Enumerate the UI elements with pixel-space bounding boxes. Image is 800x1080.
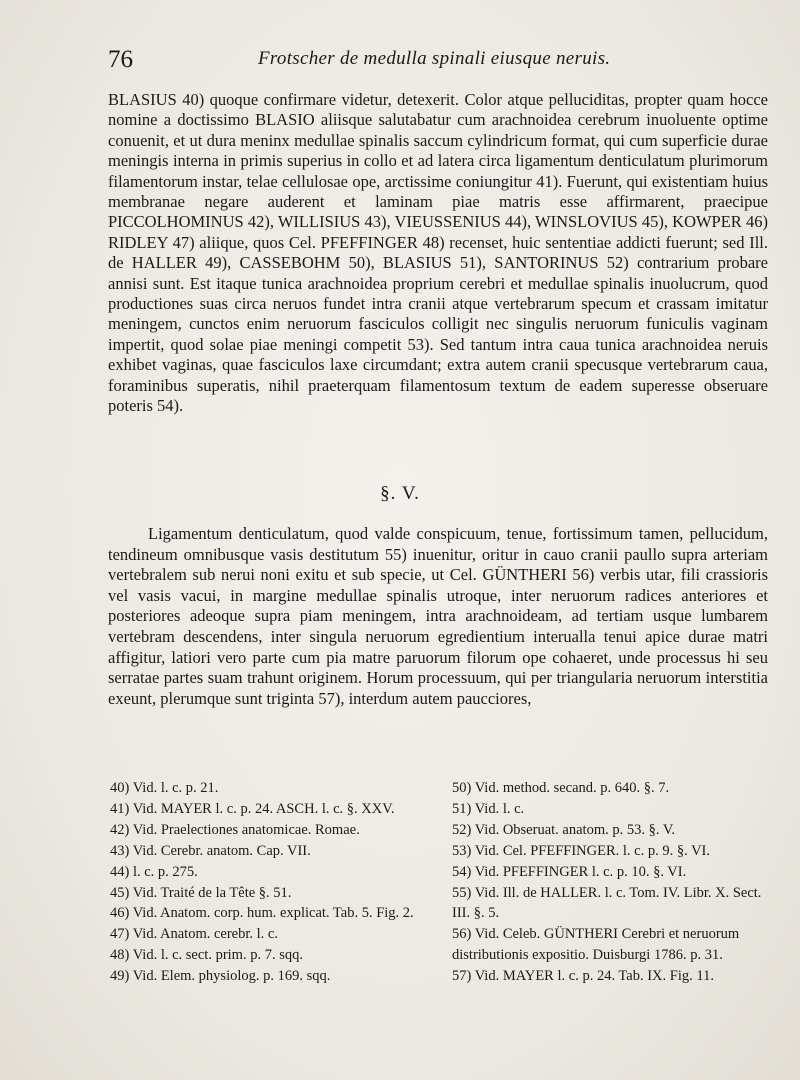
page-number: 76	[108, 46, 133, 73]
footnote: 47) Vid. Anatom. cerebr. l. c.	[110, 926, 278, 943]
footnote: 53) Vid. Cel. PFEFFINGER. l. c. p. 9. §. VI.	[452, 842, 710, 859]
paragraph-1: BLASIUS 40) quoque confirmare videtur, detexerit. Color atque pelluciditas, propter quam hocce nomine a doctissimo BLASIO aliisque salutabatur cum arachnoidea cerebrum inuoluente optime conuenit, et ut dura meninx medullae spinalis saccum cylindricum format, qui cum superficie durae meningis interna in primis superius in collo et ad latera circa ligamentum denticulatum plurimorum filamentorum instar, telae cellulosae ope, arctissime coniungitur 41). Fuerunt, qui existentiam huius membranae negare auderent et laminam piae matris esse affirmarent, praecipue PICCOLHOMINUS 42), WILLISIUS 43), VIEUSSENIUS 44), WINSLOVIUS 45), KOWPER 46) RIDLEY 47) aliique, quos Cel. PFEFFINGER 48) recenset, huic sententiae addicti fuerunt; sed Ill. de HALLER 49), CASSEBOHM 50), BLASIUS 51), SANTORINUS 52) contrarium probare annisi sunt. Est itaque tunica arachnoidea proprium cerebri et medullae spinalis inuolucrum, quod productiones suas circa neruos fundet intra cranii atque vertebrarum specum et crassam imitatur meningem, cunctos enim neruorum fasciculos colligit nec singulis neruorum funiculis vaginam impertit, quod solae piae meningi competit 53). Sed tantum intra caua tunica arachnoidea neruis exhibet vaginas, quae fasciculos laxe circumdant; extra autem cranii specusque vertebrarum caua, foraminibus superatis, nihil praeterquam filamentosum textum de eadem superesse obseruare poteris 54).	[108, 90, 768, 416]
footnote: 45) Vid. Traité de la Tête §. 51.	[110, 884, 292, 901]
footnote: 46) Vid. Anatom. corp. hum. explicat. Tab. 5. Fig. 2.	[110, 905, 414, 922]
footnote: 42) Vid. Praelectiones anatomicae. Romae.	[110, 821, 360, 838]
footnote: 50) Vid. method. secand. p. 640. §. 7.	[452, 780, 670, 796]
footnote: 44) l. c. p. 275.	[110, 863, 198, 880]
footnote: 40) Vid. l. c. p. 21.	[110, 780, 219, 796]
running-head: Frotscher de medulla spinali eiusque neruis.	[258, 48, 611, 69]
footnote: 52) Vid. Obseruat. anatom. p. 53. §. V.	[452, 821, 676, 838]
page-header	[108, 44, 768, 78]
footnote: 57) Vid. MAYER l. c. p. 24. Tab. IX. Fig. 11.	[452, 968, 714, 985]
footnote: 41) Vid. MAYER l. c. p. 24. ASCH. l. c. §. XXV.	[110, 800, 395, 817]
footnote: 48) Vid. l. c. sect. prim. p. 7. sqq.	[110, 947, 303, 964]
section-heading: §. V.	[380, 483, 420, 504]
footnote: 43) Vid. Cerebr. anatom. Cap. VII.	[110, 842, 311, 859]
footnote: 51) Vid. l. c.	[452, 800, 525, 817]
footnote: 49) Vid. Elem. physiolog. p. 169. sqq.	[110, 968, 331, 985]
footnotes-left	[110, 778, 440, 987]
main-text	[108, 90, 768, 417]
footnote: 55) Vid. Ill. de HALLER. l. c. Tom. IV. Libr. X. Sect. III. §. 5.	[452, 884, 762, 922]
footnote: 56) Vid. Celeb. GÜNTHERI Cerebri et neruorum distributionis expositio. Duisburgi 1786. p. 31.	[452, 926, 740, 964]
footnote: 54) Vid. PFEFFINGER l. c. p. 10. §. VI.	[452, 863, 687, 880]
footnotes-right	[452, 778, 772, 987]
paragraph-2: Ligamentum denticulatum, quod valde conspicuum, tenue, fortissimum tamen, pellucidum, tendineum omnibusque vasis destitutum 55) inuenitur, oritur in cauo cranii paullo supra arteriam vertebralem sub nerui noni exitu et sub specie, ut Cel. GÜNTHERI 56) verbis utar, fili crassioris vel vasis vacui, in margine medullae spinalis utroque, inter neruorum radices anteriores et posteriores adeoque supra piam meningem, intra arachnoideam, ad tertiam usque lumbarem vertebram descendens, inter singula neruorum egredientium interualla tenui apice durae matri affigitur, latiori vero parte cum pia matre paruorum filorum ope cohaeret, unde processus hi seu serratae partes suam trahunt originem. Horum processuum, qui per triangularia neruorum interstitia exeunt, plerumque sunt triginta 57), interdum autem paucciores,	[108, 524, 768, 708]
